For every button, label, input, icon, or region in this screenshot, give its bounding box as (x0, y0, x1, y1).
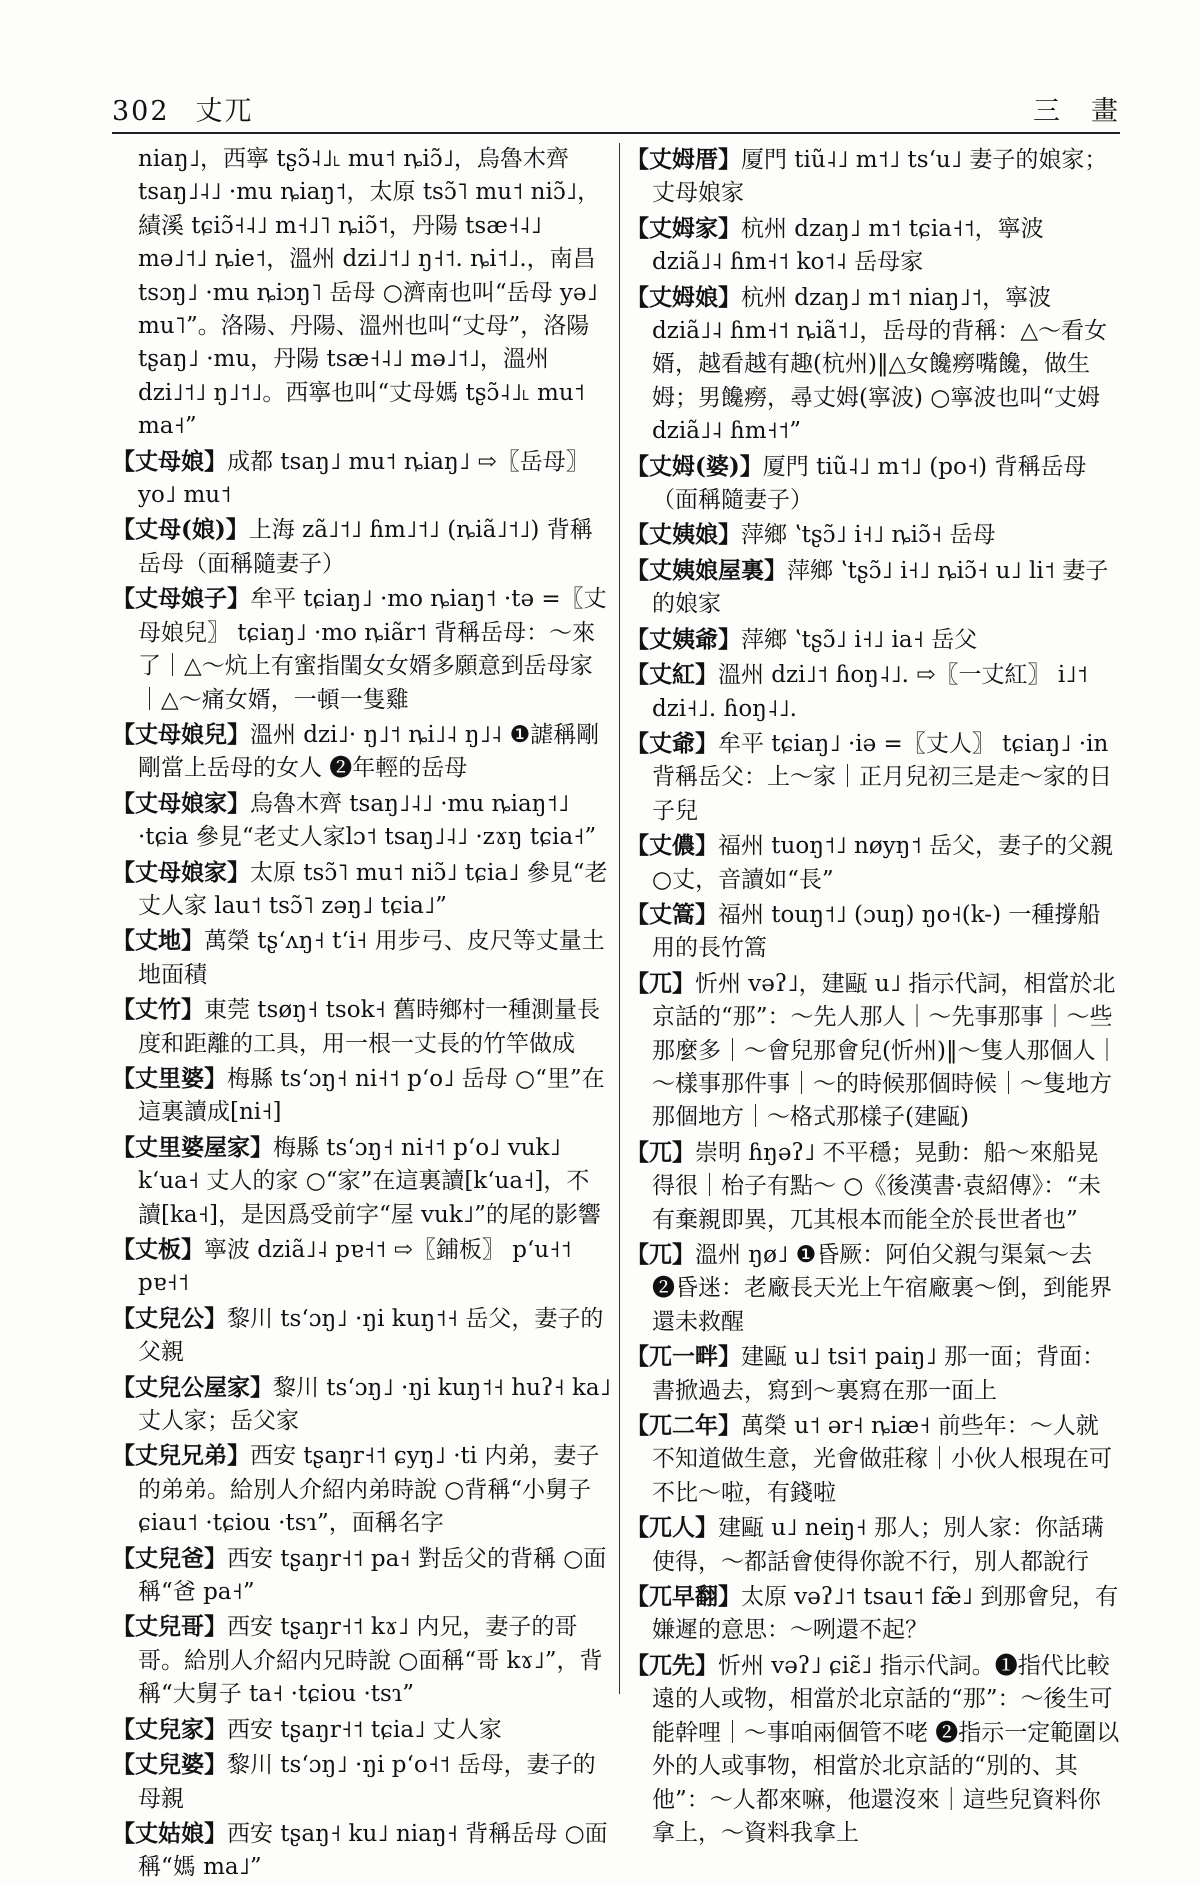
dictionary-entry (626, 1580, 1120, 1648)
entry-headword: 【丈兒爸】 (112, 1544, 227, 1572)
entry-headword: 【丈姨娘屋裏】 (626, 556, 787, 584)
entry-text: 萬榮 u˦ ər˧ ȵiæ˧ 前些年：～人就不知道做生意，光會做莊稼｜小伙人根現在可不比～啦，有錢啦 (652, 1413, 1112, 1506)
dictionary-entry (112, 582, 612, 717)
entry-headword: 【丈姆家】 (626, 214, 741, 242)
dictionary-entry (112, 1542, 612, 1610)
entry-text: 西安 tʂaŋr˧˦ pa˧ 對岳父的背稱 ○面稱“爸 pa˧” (138, 1545, 607, 1606)
dictionary-entry (112, 143, 612, 444)
entry-text: 溫州 ŋø˩ ❶昏厥：阿伯父親勻渠氣～去 ❷昏迷：老廠長天光上午宿廠裏～倒，到能界還未救醒 (652, 1242, 1112, 1335)
entry-headword: 【丈兒婆】 (112, 1751, 227, 1779)
dictionary-entry (112, 993, 612, 1061)
entry-text: 成都 tsaŋ˩ mu˦ ȵiaŋ˩ ⇨〖岳母〗 yo˩ mu˦ (138, 448, 589, 509)
right-column (626, 143, 1120, 1846)
entry-headword: 【丈里婆屋家】 (112, 1133, 273, 1161)
entry-headword: 【丈母娘兒】 (112, 720, 250, 748)
entry-text: 建甌 u˩ tsi˦ paiŋ˩ 那一面；背面：書掀過去，寫到～裏寫在那一面上 (652, 1344, 1106, 1404)
entry-headword: 【兀二年】 (626, 1412, 741, 1440)
dictionary-entry (626, 658, 1120, 726)
dictionary-entry (626, 1511, 1120, 1579)
entry-headword: 【丈姑娘】 (112, 1819, 227, 1847)
column-divider (619, 143, 620, 1694)
entry-text: 厦門 tiũ˨˩ m˦˩ tsʻu˩ 妻子的娘家；丈母娘家 (652, 147, 1108, 207)
entry-text: 萬榮 tʂʻʌŋ˧ tʻi˧ 用步弓、皮尺等丈量土地面積 (138, 928, 605, 988)
entry-text: 西安 tʂaŋr˧˦ kɤ˩ 内兄，妻子的哥哥。給別人介紹内兄時說 ○面稱“哥 kɤ˩”，背稱“大舅子 ta˧ ·tɕiou ·tsɿ” (138, 1614, 603, 1708)
entry-headword: 【兀】 (626, 1138, 695, 1166)
dictionary-entry (626, 623, 1120, 657)
entry-headword: 【丈兒哥】 (112, 1613, 227, 1641)
page-header (112, 80, 1120, 128)
entry-headword: 【丈姆娘】 (626, 283, 741, 311)
entry-text: 萍鄉 ʽtʂɔ̃˩ i˧˩ ia˧ 岳父 (741, 626, 978, 653)
dictionary-entry (112, 513, 612, 581)
entry-text: 厦門 tiũ˨˩ m˦˩ (po˧) 背稱岳母（面稱隨妻子） (652, 453, 1087, 514)
entry-text: 萍鄉 ʽtʂɔ̃˩ i˧˩ ȵiɔ̃˧ 岳母 (741, 522, 996, 549)
entry-headword: 【丈母娘】 (112, 447, 227, 475)
entry-text: 梅縣 tsʻɔŋ˧ ni˧˦ pʻo˩ vuk˩ kʻua˧ 丈人的家 ○“家”在這裏讀[kʻua˧]，不讀[ka˧]，是因爲受前字“屋 vuk˩”的尾的影響 (138, 1134, 601, 1228)
dictionary-entry (112, 718, 612, 786)
dictionary-entry (112, 1371, 612, 1439)
entry-text: 福州 touŋ˦˩ (ɔuŋ) ŋo˧(k-) 一種撐船用的長竹篙 (652, 901, 1101, 962)
entry-headword: 【丈兒公屋家】 (112, 1373, 273, 1401)
entry-headword: 【丈兒兄弟】 (112, 1442, 250, 1470)
entry-text: 西安 tʂaŋr˧˦ tɕia˩ 丈人家 (227, 1716, 502, 1743)
entry-headword: 【丈母娘家】 (112, 789, 250, 817)
dictionary-entry (112, 1610, 612, 1711)
dictionary-entry (626, 898, 1120, 966)
entry-text: 烏魯木齊 tsaŋ˩˨˩ ·mu ȵiaŋ˦˩ ·tɕia 參見“老丈人家lɔ˦ tsaŋ˩˨˩ ·zɤŋ tɕia˧” (138, 790, 597, 851)
dictionary-entry (112, 445, 612, 513)
entry-text: 黎川 tsʻɔŋ˩ ·ŋi pʻo˧˦ 岳母，妻子的母親 (138, 1752, 596, 1812)
entry-headword: 【兀先】 (626, 1651, 718, 1679)
entry-headword: 【丈地】 (112, 927, 204, 955)
entry-headword: 【丈姆厝】 (626, 146, 741, 173)
entry-text: 杭州 dzaŋ˩ m˦ tɕia˧˦，寧波 dziã˩˨ ɦm˧˦ ko˦˨ 岳母家 (652, 215, 1044, 276)
entry-headword: 【丈母(娘)】 (112, 516, 249, 544)
dictionary-entry (626, 281, 1120, 449)
dictionary-entry (626, 1409, 1120, 1510)
dictionary-entry (626, 450, 1120, 518)
header-left (112, 89, 280, 128)
dictionary-entry (626, 518, 1120, 552)
dictionary-entry (626, 1649, 1120, 1850)
dictionary-entry (626, 1238, 1120, 1339)
section-chars: 丈兀 (195, 96, 254, 127)
entry-headword: 【兀早翻】 (626, 1583, 741, 1611)
entry-headword: 【丈母娘子】 (112, 585, 250, 613)
entry-text: 萍鄉 ʽtʂɔ̃˩ i˧˩ ȵiɔ̃˧ u˩ li˦ 妻子的娘家 (652, 557, 1109, 618)
dictionary-entry (112, 1302, 612, 1370)
entry-text: 溫州 dzi˩˦ ɦoŋ˨˩. ⇨〖一丈紅〗 i˩˦ dzi˧˩. ɦoŋ˨˩. (652, 662, 1088, 722)
entry-text: 黎川 tsʻɔŋ˩ ·ŋi kuŋ˦˧ huʔ˧ ka˩ 丈人家；岳父家 (138, 1374, 611, 1435)
entry-headword: 【丈竹】 (112, 996, 204, 1024)
entry-text: 杭州 dzaŋ˩ m˦ niaŋ˩˦，寧波 dziã˩˨ ɦm˧˦ ȵiã˦˩，岳母的背稱：△～看女婿，越看越有趣(杭州)‖△女饞癆嘴饞，做生姆；男饞癆，尋丈姆(寧波) ○寧波也叫“丈姆 dziã˩˨ ɦm˧˦” (652, 284, 1108, 445)
dictionary-entry (112, 1131, 612, 1232)
entry-text: 建甌 u˩ neiŋ˧ 那人；別人家：你話𫞩使得，～都話會使得你說不行，別人都說行 (652, 1515, 1105, 1575)
dictionary-entry (626, 554, 1120, 622)
entry-text: 太原 vəʔ˩˦ tsau˦ fæ̃˩ 到那會兒，有嫌遲的意思：～咧還不起？ (652, 1584, 1119, 1644)
dictionary-entry (626, 1136, 1120, 1237)
entry-headword: 【丈儂】 (626, 832, 718, 860)
entry-text: 溫州 dzi˩· ŋ˩˦ ȵi˩˨ ŋ˩˨ ❶謔稱剛剛當上岳母的女人 ❷年輕的岳母 (138, 721, 600, 782)
entry-headword: 【丈里婆】 (112, 1064, 227, 1092)
entry-headword: 【兀一畔】 (626, 1343, 741, 1371)
entry-headword: 【兀】 (626, 1241, 695, 1268)
entry-headword: 【丈板】 (112, 1236, 204, 1263)
dictionary-entry (112, 1748, 612, 1816)
entry-text: 忻州 vəʔ˩ ɕiɛ̃˩ 指示代詞。❶指代比較遠的人或物，相當於北京話的“那”：～後生可能幹哩｜～事咱兩個管不咾 ❷指示一定範圍以外的人或事物，相當於北京話的“別的、其他”：～人都來嘛，他還沒來｜這些兒資料你拿上，～資料我拿上 (652, 1652, 1120, 1846)
entry-text: 崇明 ɦŋəʔ˩ 不平穩；晃動：船～來船晃得很｜枱子有點～ ○《後漢書·袁紹傳》：“未有棄親即異，兀其根本而能全於長世者也” (652, 1139, 1101, 1233)
entry-text: 牟平 tɕiaŋ˩ ·mo ȵiaŋ˦ ·tə =〖丈母娘兒〗 tɕiaŋ˩ ·mo ȵiãr˦ 背稱岳母：～來了｜△～炕上有蜜指閨女女婿多願意到岳母家｜△～痛女婿，一頓一隻雞 (138, 586, 607, 713)
dictionary-entry (112, 1713, 612, 1747)
entry-headword: 【丈姆(婆)】 (626, 452, 763, 480)
dictionary-entry (626, 1340, 1120, 1408)
entry-headword: 【兀人】 (626, 1514, 718, 1542)
entry-text: 忻州 vəʔ˩，建甌 u˩ 指示代詞，相當於北京話的“那”：～先人那人｜～先事那事｜～些那麼多｜～會兒那會兒(忻州)‖～隻人那個人｜～樣事那件事｜～的時候那個時候｜～隻地方那個地方｜～格式那樣子(建甌) (652, 970, 1119, 1131)
entry-headword: 【丈篙】 (626, 900, 718, 928)
entry-text: 寧波 dziã˩˨ pɐ˧˦ ⇨〖鋪板〗 pʻu˧˦ pɐ˧˦ (138, 1237, 572, 1297)
dictionary-entry (626, 143, 1120, 211)
entry-text: 太原 tsɔ̃˥ mu˦ niɔ̃˩ tɕia˩ 參見“老丈人家 lau˦ tsɔ̃˥ zəŋ˩ tɕia˩” (138, 859, 608, 919)
entry-text: 上海 zã˩˦˩ ɦm˩˦˩ (ȵiã˩˦˩) 背稱岳母（面稱隨妻子） (138, 517, 593, 577)
dictionary-entry (112, 1233, 612, 1301)
dictionary-entry (112, 787, 612, 855)
header-rule (112, 132, 1120, 134)
entry-text: 西安 tʂaŋr˧˦ ɕyŋ˩ ·ti 内弟，妻子的弟弟。給別人介紹内弟時說 ○背稱“小舅子 ɕiau˦ ·tɕiou ·tsɿ”，面稱名字 (138, 1443, 600, 1537)
dictionary-entry (112, 1439, 612, 1540)
entry-headword: 【丈母娘家】 (112, 858, 250, 886)
entry-text: 東莞 tsøŋ˧ tsok˧ 舊時鄉村一種測量長度和距離的工具，用一根一丈長的竹竿做成 (138, 997, 601, 1057)
dictionary-entry (112, 924, 612, 992)
entry-headword: 【丈紅】 (626, 661, 718, 689)
entry-text: 黎川 tsʻɔŋ˩ ·ŋi kuŋ˦˧ 岳父，妻子的父親 (138, 1305, 604, 1366)
dictionary-entry (112, 1062, 612, 1130)
dictionary-entry (626, 727, 1120, 828)
stroke-label: 三 畫 (1033, 96, 1120, 127)
page-number: 302 (112, 96, 170, 127)
entry-text: 西安 tʂaŋ˧ ku˩ niaŋ˧ 背稱岳母 ○面稱“媽 ma˩” (138, 1820, 608, 1881)
entry-headword: 【丈姨爺】 (626, 625, 741, 653)
dictionary-entry (112, 856, 612, 924)
entry-text: 梅縣 tsʻɔŋ˧ ni˧˦ pʻo˩ 岳母 ○“里”在這裏讀成[ni˧] (138, 1065, 605, 1126)
entry-headword: 【丈兒公】 (112, 1304, 227, 1332)
entry-text: 牟平 tɕiaŋ˩ ·iə =〖丈人〗 tɕiaŋ˩ ·in 背稱岳父：上～家｜正月兒初三是走～家的日子兒 (652, 730, 1112, 824)
dictionary-entry (626, 829, 1120, 897)
left-column (112, 143, 612, 1881)
dictionary-entry (626, 967, 1120, 1135)
dictionary-entry (626, 212, 1120, 280)
entry-headword: 【兀】 (626, 969, 695, 997)
entry-headword: 【丈兒家】 (112, 1715, 227, 1743)
dictionary-entry (112, 1817, 612, 1885)
entry-text: 福州 tuoŋ˦˩ nøyŋ˦ 岳父，妻子的父親 ○丈，音讀如“長” (652, 833, 1114, 893)
entry-headword: 【丈姨娘】 (626, 521, 741, 549)
entry-headword: 【丈爺】 (626, 729, 718, 757)
entry-text: niaŋ˩，西寧 tʂɔ̃˨˩˪ mu˦ ȵiɔ̃˩，烏魯木齊 tsaŋ˩˨˩ ·mu ȵiaŋ˦，太原 tsɔ̃˥ mu˦ niɔ̃˩，績溪 tɕiɔ̃˧˨˩ m˧˩˥ ȵiɔ̃˦，丹陽 tsæ˧˨˩ mə˩˦˩ ȵie˦，溫州 dzi˩˦˩ ŋ˧˦. ȵi˦˩.，南昌 tsɔŋ˩ ·mu ȵiɔŋ˥ 岳母 ○濟南也叫“岳母 yə˩ mu˥”。洛陽、丹陽、溫州也叫“丈母”，洛陽 tʂaŋ˩ ·mu，丹陽 tsæ˧˨˩ mə˩˦˩，溫州 dzi˩˦˩ ŋ˩˦˩。西寧也叫“丈母媽 tʂɔ̃˨˩˪ mu˦ ma˧” (138, 146, 601, 440)
